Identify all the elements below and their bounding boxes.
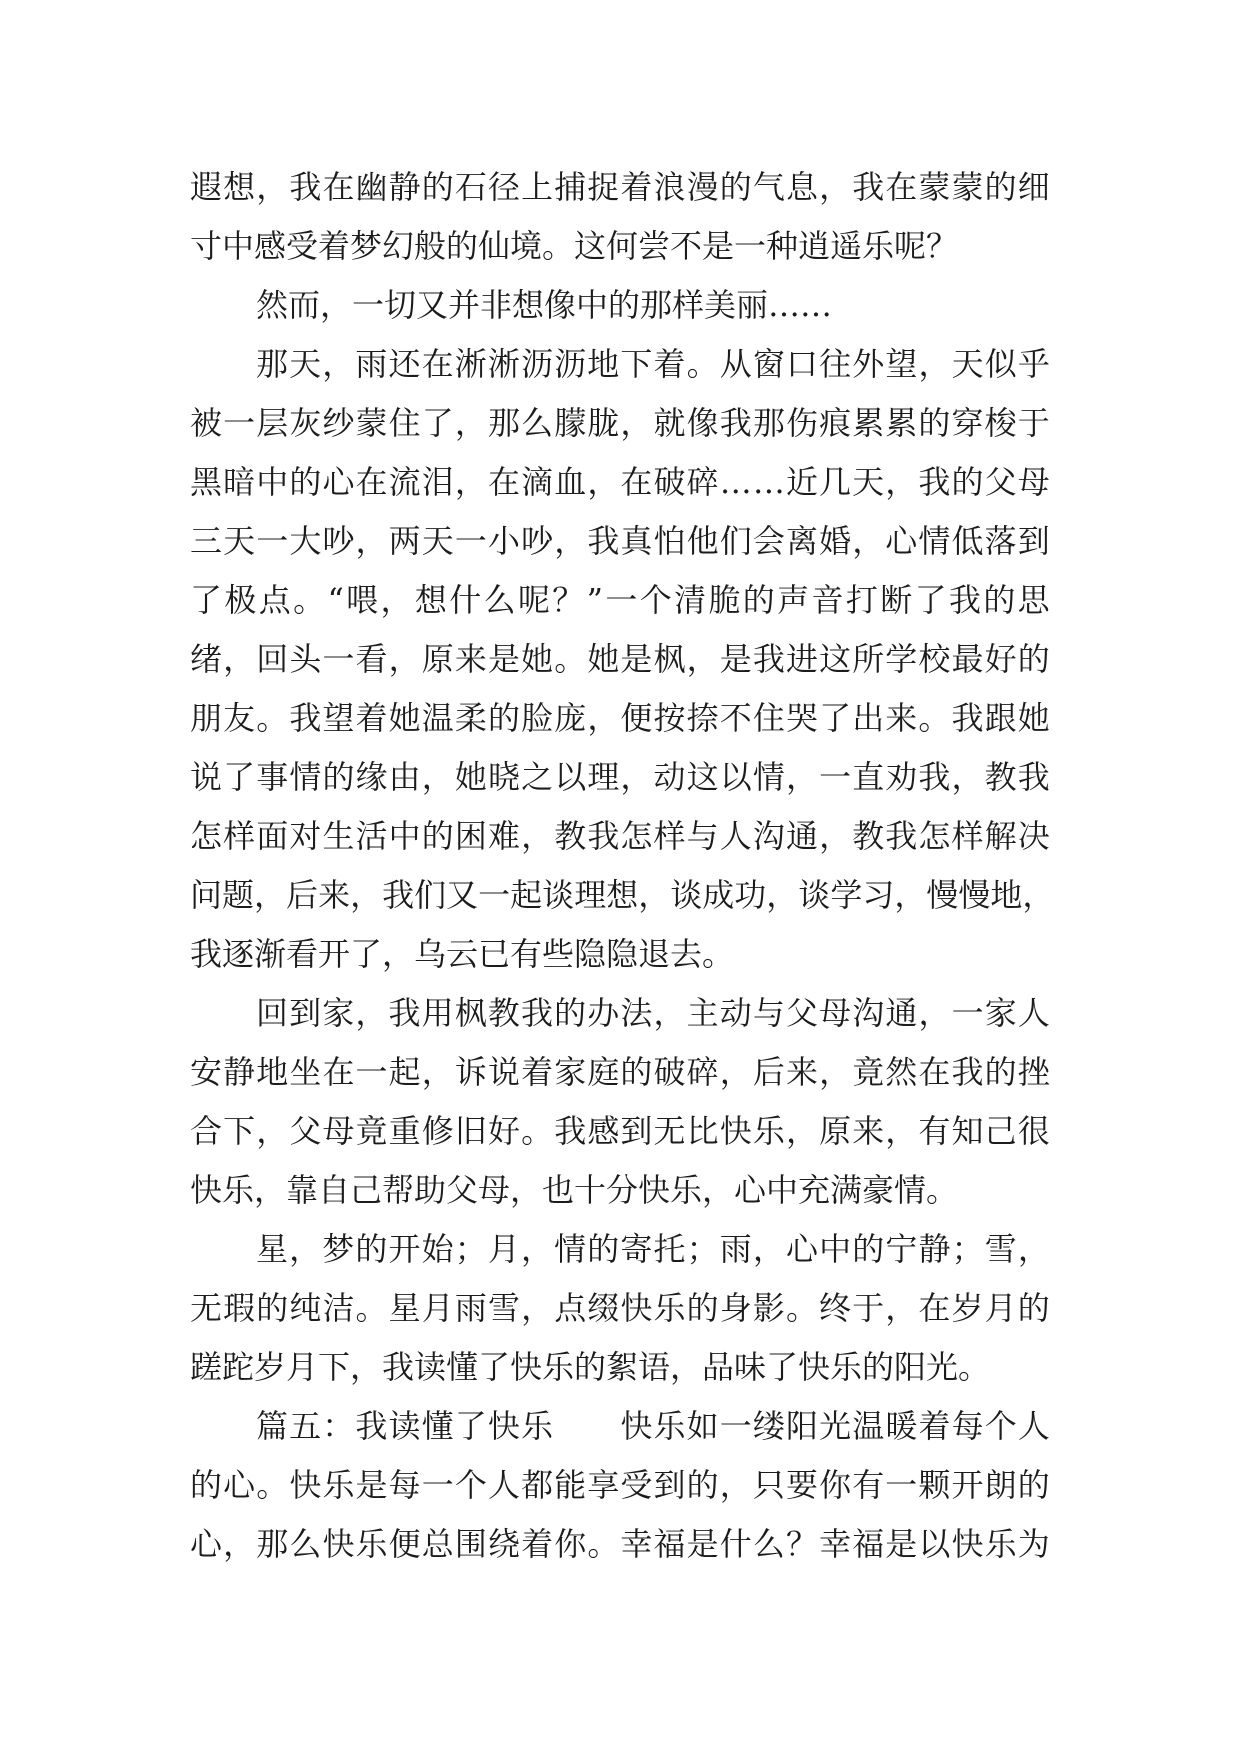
text-line: 回 到 家 ， 我 用 枫 教 我 的 办 法 ， 主 动 与 父 母 沟 通 ， 一 家 人 bbox=[256, 994, 1050, 1032]
text-line: 篇 五 ： 我 读 懂 了 快 乐 快 乐 如 一 缕 阳 光 温 暖 着 每 个 人 bbox=[256, 1407, 1050, 1445]
text-line: 三 天 一 大 吵 ， 两 天 一 小 吵 ， 我 真 怕 他 们 会 离 婚 ， 心 情 低 落 到 bbox=[190, 522, 1050, 560]
text-line: 安 静 地 坐 在 一 起 ， 诉 说 着 家 庭 的 破 碎 ， 后 来 ， 竟 然 在 我 的 挫 bbox=[190, 1053, 1050, 1091]
text-line: 朋 友 。 我 望 着 她 温 柔 的 脸 庞 ， 便 按 捺 不 住 哭 了 出 来 。 我 跟 她 bbox=[190, 699, 1050, 737]
text-line: 的 心 。 快 乐 是 每 一 个 人 都 能 享 受 到 的 ， 只 要 你 有 一 颗 开 朗 的 bbox=[190, 1466, 1050, 1504]
text-line: 我逐渐看开了，乌云已有些隐隐退去。 bbox=[190, 935, 735, 973]
body-text bbox=[190, 158, 1055, 1574]
text-line: 星 ， 梦 的 开 始 ； 月 ， 情 的 寄 托 ； 雨 ， 心 中 的 宁 静 ； 雪 ， bbox=[256, 1230, 1050, 1268]
text-line: 然而，一切又并非想像中的那样美丽…… bbox=[256, 286, 833, 324]
text-line: 那 天 ， 雨 还 在 淅 淅 沥 沥 地 下 着 。 从 窗 口 往 外 望 ， 天 似 乎 bbox=[256, 345, 1050, 383]
text-line: 说 了 事 情 的 缘 由 ， 她 晓 之 以 理 ， 动 这 以 情 ， 一 直 劝 我 ， 教 我 bbox=[190, 758, 1050, 796]
text-line: 快乐，靠自己帮助父母，也十分快乐，心中充满豪情。 bbox=[190, 1171, 959, 1209]
text-line: 被 一 层 灰 纱 蒙 住 了 ， 那 么 朦 胧 ， 就 像 我 那 伤 痕 累 累 的 穿 梭 于 bbox=[190, 404, 1050, 442]
text-line: 合 下 ， 父 母 竟 重 修 旧 好 。 我 感 到 无 比 快 乐 ， 原 来 ， 有 知 己 很 bbox=[190, 1112, 1050, 1150]
text-line: 蹉跎岁月下，我读懂了快乐的絮语，品味了快乐的阳光。 bbox=[190, 1348, 991, 1386]
text-line: 问 题 ， 后 来 ， 我 们 又 一 起 谈 理 想 ， 谈 成 功 ， 谈 学 习 ， 慢 慢 地 ， bbox=[190, 876, 1055, 914]
text-line: 绪 ， 回 头 一 看 ， 原 来 是 她 。 她 是 枫 ， 是 我 进 这 所 学 校 最 好 的 bbox=[190, 640, 1050, 678]
text-line: 怎 样 面 对 生 活 中 的 困 难 ， 教 我 怎 样 与 人 沟 通 ， 教 我 怎 样 解 决 bbox=[190, 817, 1050, 855]
text-line: 寸中感受着梦幻般的仙境。这何尝不是一种逍遥乐呢？ bbox=[190, 227, 959, 265]
text-line: 遐 想 ， 我 在 幽 静 的 石 径 上 捕 捉 着 浪 漫 的 气 息 ， 我 在 蒙 蒙 的 细 bbox=[190, 168, 1050, 206]
text-line: 了 极 点 。 “ 喂 ， 想 什 么 呢 ？ ” 一 个 清 脆 的 声 音 打 断 了 我 的 思 bbox=[190, 581, 1050, 619]
text-line: 黑 暗 中 的 心 在 流 泪 ， 在 滴 血 ， 在 破 碎 … … 近 几 天 ， 我 的 父 母 bbox=[190, 463, 1050, 501]
text-line: 心 ， 那 么 快 乐 便 总 围 绕 着 你 。 幸 福 是 什 么 ？ 幸 福 是 以 快 乐 为 bbox=[190, 1525, 1050, 1563]
text-line: 无 瑕 的 纯 洁 。 星 月 雨 雪 ， 点 缀 快 乐 的 身 影 。 终 于 ， 在 岁 月 的 bbox=[190, 1289, 1050, 1327]
